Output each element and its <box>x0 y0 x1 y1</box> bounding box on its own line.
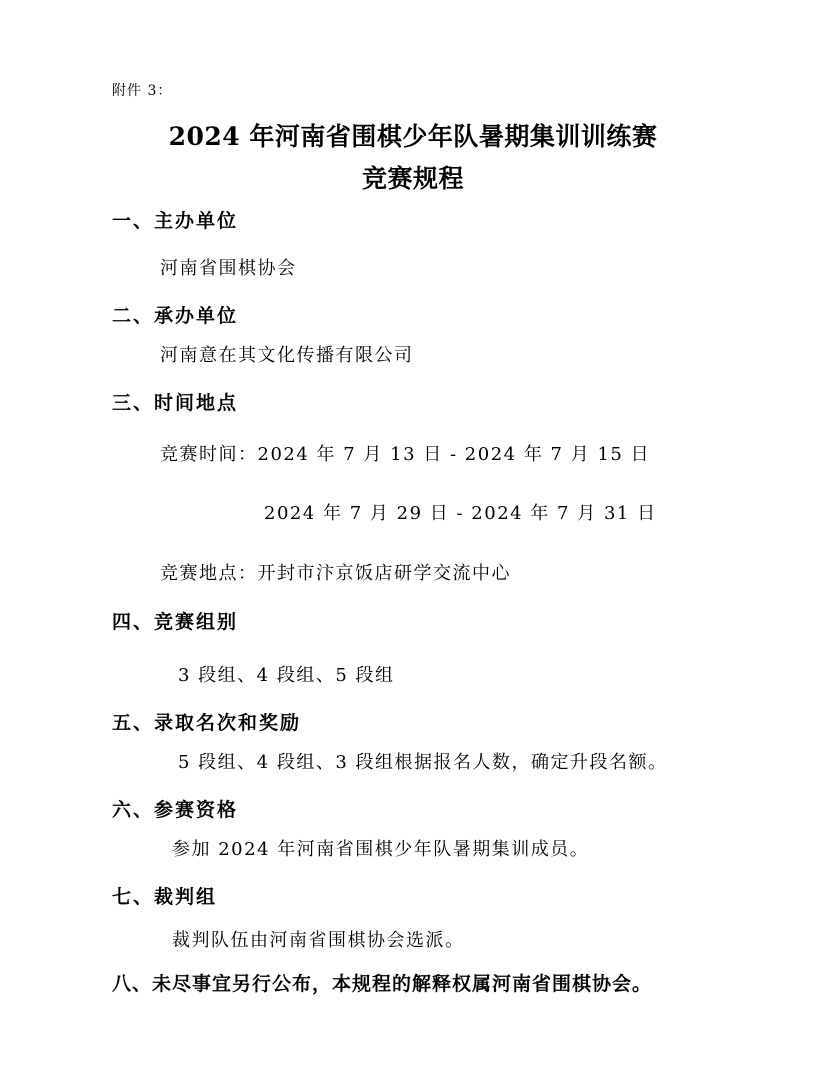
organizer-text: 河南省围棋协会 <box>160 258 297 279</box>
section-heading-time-place: 三、时间地点 <box>112 392 239 414</box>
document-title: 2024 年河南省围棋少年队暑期集训训练赛 <box>168 122 658 151</box>
closing-statement: 八、未尽事宜另行公布，本规程的解释权属河南省围棋协会。 <box>112 973 653 995</box>
competition-place: 竞赛地点：开封市汴京饭店研学交流中心 <box>160 563 511 584</box>
section-heading-referees: 七、裁判组 <box>112 886 218 908</box>
eligibility-text: 参加 2024 年河南省围棋少年队暑期集训成员。 <box>172 839 590 860</box>
awards-text: 5 段组、4 段组、3 段组根据报名人数，确定升段名额。 <box>178 752 668 773</box>
competition-time-line2: 2024 年 7 月 29 日 - 2024 年 7 月 31 日 <box>264 503 657 524</box>
section-heading-groups: 四、竞赛组别 <box>112 611 239 633</box>
competition-time-line1: 竞赛时间：2024 年 7 月 13 日 - 2024 年 7 月 15 日 <box>160 444 651 465</box>
section-heading-organizer: 一、主办单位 <box>112 210 239 232</box>
co-organizer-text: 河南意在其文化传播有限公司 <box>160 345 414 366</box>
section-heading-awards: 五、录取名次和奖励 <box>112 712 302 734</box>
section-heading-eligibility: 六、参赛资格 <box>112 799 239 821</box>
section-heading-co-organizer: 二、承办单位 <box>112 305 239 327</box>
referees-text: 裁判队伍由河南省围棋协会选派。 <box>172 930 465 951</box>
groups-text: 3 段组、4 段组、5 段组 <box>178 665 395 686</box>
document-subtitle: 竞赛规程 <box>361 164 464 193</box>
attachment-label: 附件 3： <box>112 83 173 99</box>
